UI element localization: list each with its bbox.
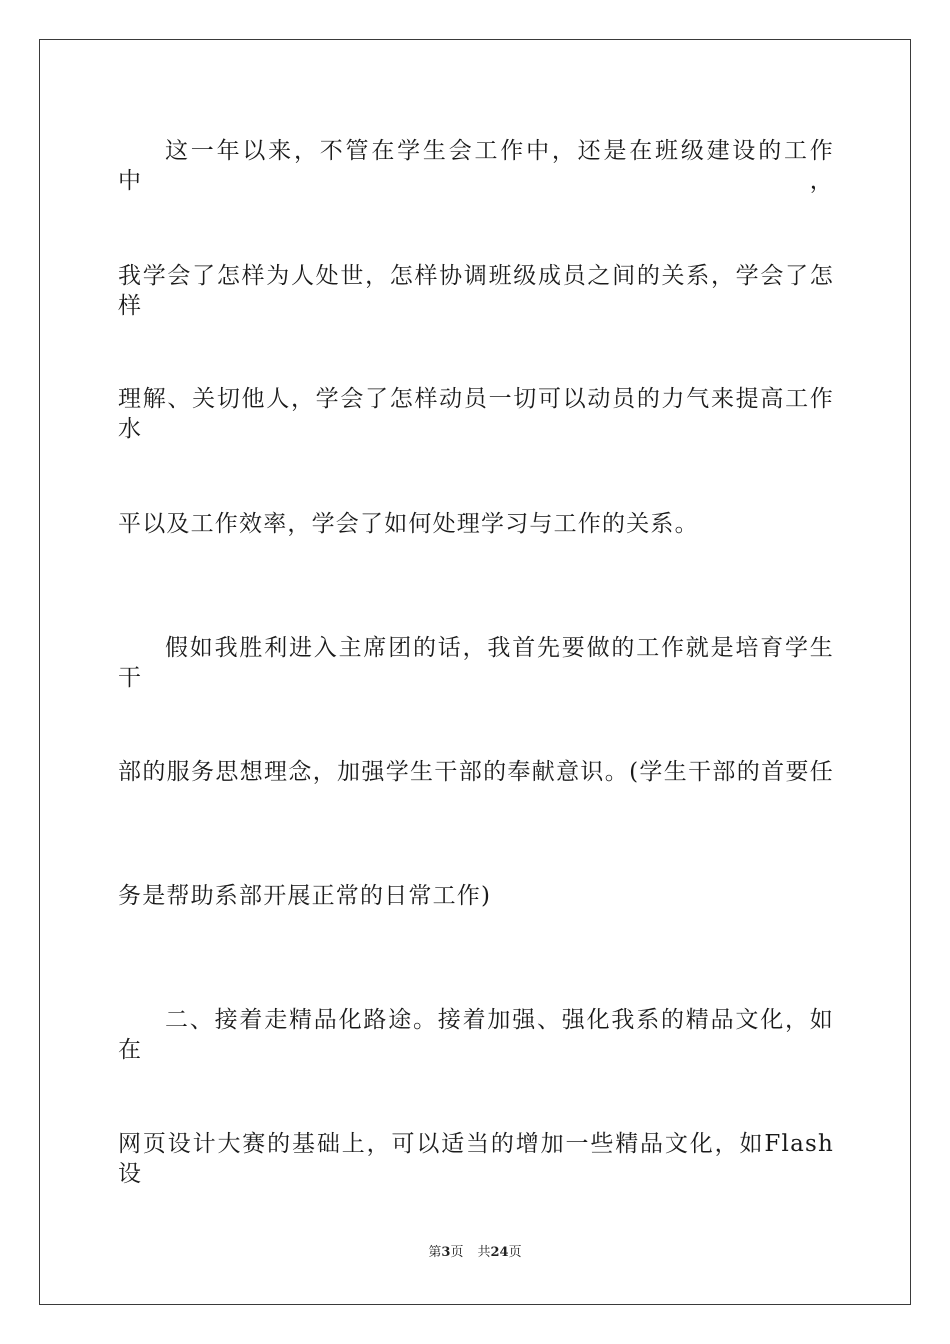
page-total: 24 <box>490 1245 509 1260</box>
total-prefix: 共 <box>477 1245 491 1260</box>
paragraph-line: 务是帮助系部开展正常的日常工作) <box>118 883 492 909</box>
paragraph-line: 我学会了怎样为人处世，怎样协调班级成员之间的关系，学会了怎样 <box>118 263 834 319</box>
page-current: 3 <box>441 1245 451 1260</box>
paragraph-line: 部的服务思想理念，加强学生干部的奉献意识。(学生干部的首要任 <box>118 759 834 785</box>
paragraph-line: 平以及工作效率，学会了如何处理学习与工作的关系。 <box>118 511 699 537</box>
paragraph-line: 理解、关切他人，学会了怎样动员一切可以动员的力气来提高工作水 <box>118 386 834 442</box>
paragraph-line: 这一年以来，不管在学生会工作中，还是在班级建设的工作中， <box>118 138 834 194</box>
total-suffix: 页 <box>508 1245 522 1260</box>
page-suffix: 页 <box>450 1245 464 1260</box>
page-prefix: 第 <box>428 1245 442 1260</box>
paragraph-line: 二、接着走精品化路途。接着加强、强化我系的精品文化，如在 <box>118 1007 834 1063</box>
page-footer <box>0 1244 950 1262</box>
paragraph-line: 假如我胜利进入主席团的话，我首先要做的工作就是培育学生干 <box>118 635 834 691</box>
paragraph-line: 网页设计大赛的基础上，可以适当的增加一些精品文化，如Flash设 <box>118 1131 834 1187</box>
